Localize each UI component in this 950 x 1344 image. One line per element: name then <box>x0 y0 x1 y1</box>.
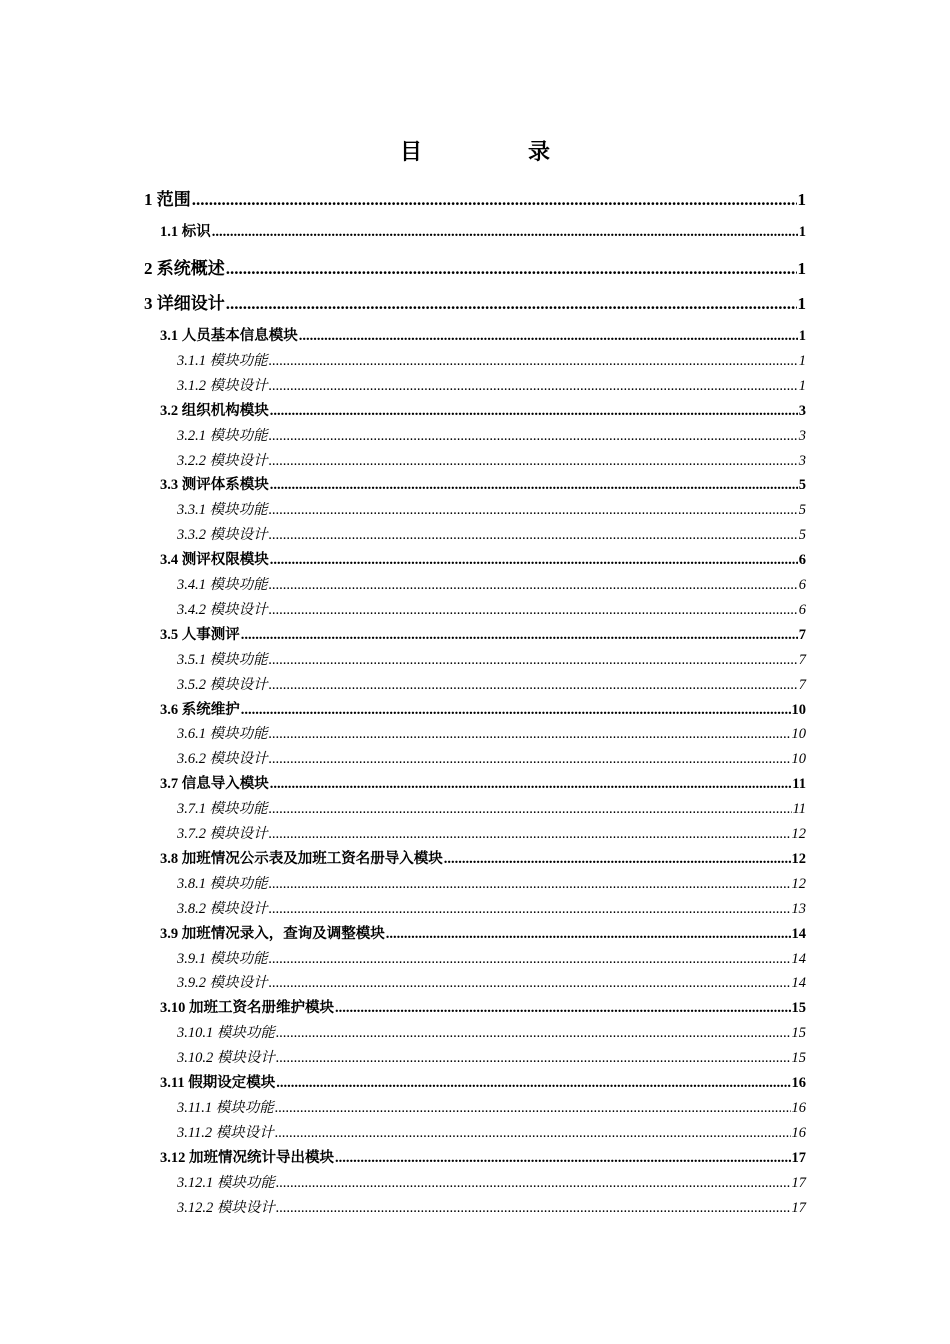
toc-entry[interactable] <box>177 1171 806 1193</box>
toc-entry-title: 3.7.2 模块设计 <box>177 826 268 842</box>
toc-entry-title: 3.4.1 模块功能 <box>177 577 268 593</box>
toc-entry-page-number: 1 <box>797 294 806 313</box>
dot-leader <box>299 328 798 345</box>
toc-entry-page-number: 17 <box>791 1149 806 1166</box>
toc-entry-page-number: 16 <box>791 1099 806 1116</box>
dot-leader <box>269 652 798 669</box>
dot-leader <box>269 826 791 843</box>
toc-entry-title: 3.3 测评体系模块 <box>160 477 269 494</box>
dot-leader <box>275 1100 791 1117</box>
toc-entry[interactable] <box>144 254 806 278</box>
toc-entry-title: 3.12.2 模块设计 <box>177 1199 275 1216</box>
toc-entry-page-number: 5 <box>798 527 806 544</box>
toc-entry-title: 3.1 人员基本信息模块 <box>160 328 298 344</box>
toc-entry-title: 1 范围 <box>144 190 191 209</box>
dot-leader <box>269 577 798 594</box>
dot-leader <box>269 502 798 519</box>
toc-entry-title: 3.11.1 模块功能 <box>177 1099 274 1116</box>
toc-entry-page-number: 14 <box>791 975 806 992</box>
toc-entry-page-number: 6 <box>798 601 806 618</box>
toc-entry[interactable] <box>160 698 806 720</box>
toc-entry-title: 3.11 假期设定模块 <box>160 1075 276 1091</box>
toc-entry[interactable] <box>177 1121 806 1143</box>
toc-entry[interactable] <box>177 1046 806 1068</box>
toc-entry-page-number: 15 <box>791 1050 806 1067</box>
toc-entry-page-number: 17 <box>791 1174 806 1191</box>
toc-entry-title: 3.6.2 模块设计 <box>177 751 268 768</box>
toc-entry-title: 3.9 加班情况录入，查询及调整模块 <box>160 925 385 942</box>
dot-leader <box>269 801 792 818</box>
dot-leader <box>269 428 798 445</box>
toc-entry-title: 3.7.1 模块功能 <box>177 801 268 818</box>
toc-entry-page-number: 7 <box>798 626 806 643</box>
toc-entry[interactable] <box>160 1146 806 1168</box>
toc-entry-page-number: 14 <box>791 925 806 942</box>
toc-entry-title: 3.4.2 模块设计 <box>177 601 268 618</box>
dot-leader <box>269 975 791 992</box>
toc-entry[interactable] <box>144 289 806 313</box>
toc-entry-page-number: 1 <box>798 328 806 344</box>
dot-leader <box>269 677 798 694</box>
dot-leader <box>276 1025 791 1042</box>
toc-entry-title: 3.8.1 模块功能 <box>177 875 268 892</box>
toc-entry-title: 3.10 加班工资名册维护模块 <box>160 1000 334 1017</box>
dot-leader <box>270 776 792 793</box>
toc-entry[interactable] <box>160 922 806 944</box>
dot-leader <box>270 403 798 420</box>
dot-leader <box>226 294 797 314</box>
toc-entry-page-number: 14 <box>791 950 806 967</box>
toc-entry-title: 3.10.2 模块设计 <box>177 1050 275 1067</box>
toc-entry-title: 3.11.2 模块设计 <box>177 1124 274 1141</box>
toc-entry-page-number: 7 <box>798 676 806 693</box>
toc-entry[interactable] <box>177 797 806 819</box>
toc-entry-page-number: 5 <box>798 502 806 519</box>
toc-entry[interactable] <box>177 598 806 620</box>
toc-entry-page-number: 16 <box>791 1124 806 1141</box>
toc-entry-page-number: 15 <box>791 1000 806 1017</box>
toc-entry-page-number: 13 <box>791 900 806 917</box>
toc-entry-page-number: 12 <box>791 826 806 842</box>
toc-entry[interactable] <box>160 473 806 495</box>
toc-entry-page-number: 1 <box>797 190 806 209</box>
toc-entry-title: 2 系统概述 <box>144 259 225 278</box>
toc-title: 目 录 <box>399 139 592 164</box>
toc-entry-page-number: 1 <box>798 224 806 240</box>
toc-entry[interactable] <box>144 185 806 209</box>
dot-leader <box>270 552 798 569</box>
toc-entry[interactable] <box>177 498 806 520</box>
dot-leader <box>276 1200 791 1217</box>
toc-entry[interactable] <box>177 722 806 744</box>
toc-entry-page-number: 3 <box>798 402 806 419</box>
toc-entry-page-number: 5 <box>798 477 806 494</box>
toc-entry-page-number: 3 <box>798 452 806 469</box>
dot-leader <box>270 477 798 494</box>
dot-leader <box>269 876 791 893</box>
toc-entry-page-number: 12 <box>791 850 806 867</box>
dot-leader <box>192 190 797 210</box>
toc-entry-title: 3.4 测评权限模块 <box>160 552 269 569</box>
dot-leader <box>444 851 791 868</box>
toc-entry-page-number: 3 <box>798 427 806 444</box>
toc-entry[interactable] <box>177 822 806 844</box>
toc-entry[interactable] <box>177 673 806 695</box>
toc-entry-title: 3.9.1 模块功能 <box>177 950 268 967</box>
toc-entry-title: 3.8 加班情况公示表及加班工资名册导入模块 <box>160 850 443 867</box>
dot-leader <box>212 224 798 241</box>
toc-entry[interactable] <box>160 772 806 794</box>
toc-entry-title: 3.2.2 模块设计 <box>177 452 268 469</box>
toc-entry[interactable] <box>160 996 806 1018</box>
dot-leader <box>269 751 791 768</box>
dot-leader <box>276 1175 791 1192</box>
toc-entry-title: 3.10.1 模块功能 <box>177 1025 275 1042</box>
toc-entry-page-number: 10 <box>791 701 806 718</box>
toc-entry-title: 3.5.2 模块设计 <box>177 676 268 693</box>
dot-leader <box>269 527 798 544</box>
dot-leader <box>269 951 791 968</box>
dot-leader <box>335 1000 791 1017</box>
toc-entry-page-number: 1 <box>798 352 806 369</box>
dot-leader <box>241 627 798 644</box>
toc-entry[interactable] <box>160 1071 806 1093</box>
toc-entry[interactable] <box>177 947 806 969</box>
toc-entry[interactable] <box>177 523 806 545</box>
dot-leader <box>276 1050 791 1067</box>
toc-entry-page-number: 12 <box>791 875 806 892</box>
toc-entry[interactable] <box>177 1196 806 1218</box>
toc-entry[interactable] <box>177 374 806 396</box>
dot-leader <box>226 259 797 279</box>
toc-entry[interactable] <box>177 573 806 595</box>
toc-entry-page-number: 10 <box>791 726 806 743</box>
toc-entry[interactable] <box>160 623 806 645</box>
toc-entry-title: 3.9.2 模块设计 <box>177 975 268 992</box>
toc-entry-title: 3.6.1 模块功能 <box>177 726 268 743</box>
toc-entry[interactable] <box>177 424 806 446</box>
toc-entry-page-number: 1 <box>797 259 806 278</box>
toc-entry[interactable] <box>177 648 806 670</box>
toc-entry-title: 3.2 组织机构模块 <box>160 402 269 419</box>
toc-entry[interactable] <box>160 548 806 570</box>
dot-leader <box>269 602 798 619</box>
toc-entry[interactable] <box>160 399 806 421</box>
toc-entry[interactable] <box>177 349 806 371</box>
dot-leader <box>241 702 791 719</box>
toc-entry[interactable] <box>160 847 806 869</box>
toc-entry-title: 3.7 信息导入模块 <box>160 776 269 793</box>
dot-leader <box>276 1075 790 1092</box>
toc-entry-title: 3.6 系统维护 <box>160 701 240 718</box>
toc-entry[interactable] <box>177 1096 806 1118</box>
toc-entry-title: 3.1.2 模块设计 <box>177 377 268 394</box>
toc-entry-title: 3.1.1 模块功能 <box>177 352 268 369</box>
toc-entry-page-number: 15 <box>791 1025 806 1042</box>
toc-entry-page-number: 1 <box>798 377 806 394</box>
toc-entry-page-number: 6 <box>798 577 806 593</box>
toc-entry-page-number: 11 <box>792 801 806 818</box>
toc-entry-page-number: 11 <box>792 776 806 793</box>
toc-entry-title: 3.3.1 模块功能 <box>177 502 268 519</box>
toc-entry[interactable] <box>177 747 806 769</box>
toc-entry[interactable] <box>177 1021 806 1043</box>
dot-leader <box>269 901 791 918</box>
toc-entry[interactable] <box>160 324 806 346</box>
toc-entry-title: 3.5 人事测评 <box>160 626 240 643</box>
toc-entry-title: 1.1 标识 <box>160 224 211 240</box>
toc-entry[interactable] <box>177 971 806 993</box>
toc-entry-title: 3 详细设计 <box>144 294 225 313</box>
toc-entry-title: 3.12 加班情况统计导出模块 <box>160 1149 334 1166</box>
toc-entry-title: 3.2.1 模块功能 <box>177 427 268 444</box>
dot-leader <box>335 1150 791 1167</box>
dot-leader <box>386 926 791 943</box>
toc-entry-title: 3.12.1 模块功能 <box>177 1174 275 1191</box>
dot-leader <box>269 726 791 743</box>
toc-entry-title: 3.3.2 模块设计 <box>177 527 268 544</box>
toc-entry[interactable] <box>177 897 806 919</box>
toc-entry-page-number: 6 <box>798 552 806 569</box>
toc-entry[interactable] <box>160 220 806 242</box>
toc-entry-page-number: 7 <box>798 651 806 668</box>
toc-entry-page-number: 10 <box>791 751 806 768</box>
dot-leader <box>269 378 798 395</box>
toc-entry-page-number: 16 <box>791 1075 806 1091</box>
toc-entry[interactable] <box>177 872 806 894</box>
toc-entry-page-number: 17 <box>791 1199 806 1216</box>
toc-entry-title: 3.8.2 模块设计 <box>177 900 268 917</box>
dot-leader <box>275 1125 791 1142</box>
dot-leader <box>269 353 798 370</box>
dot-leader <box>269 453 798 470</box>
toc-entry-title: 3.5.1 模块功能 <box>177 651 268 668</box>
toc-entry[interactable] <box>177 449 806 471</box>
